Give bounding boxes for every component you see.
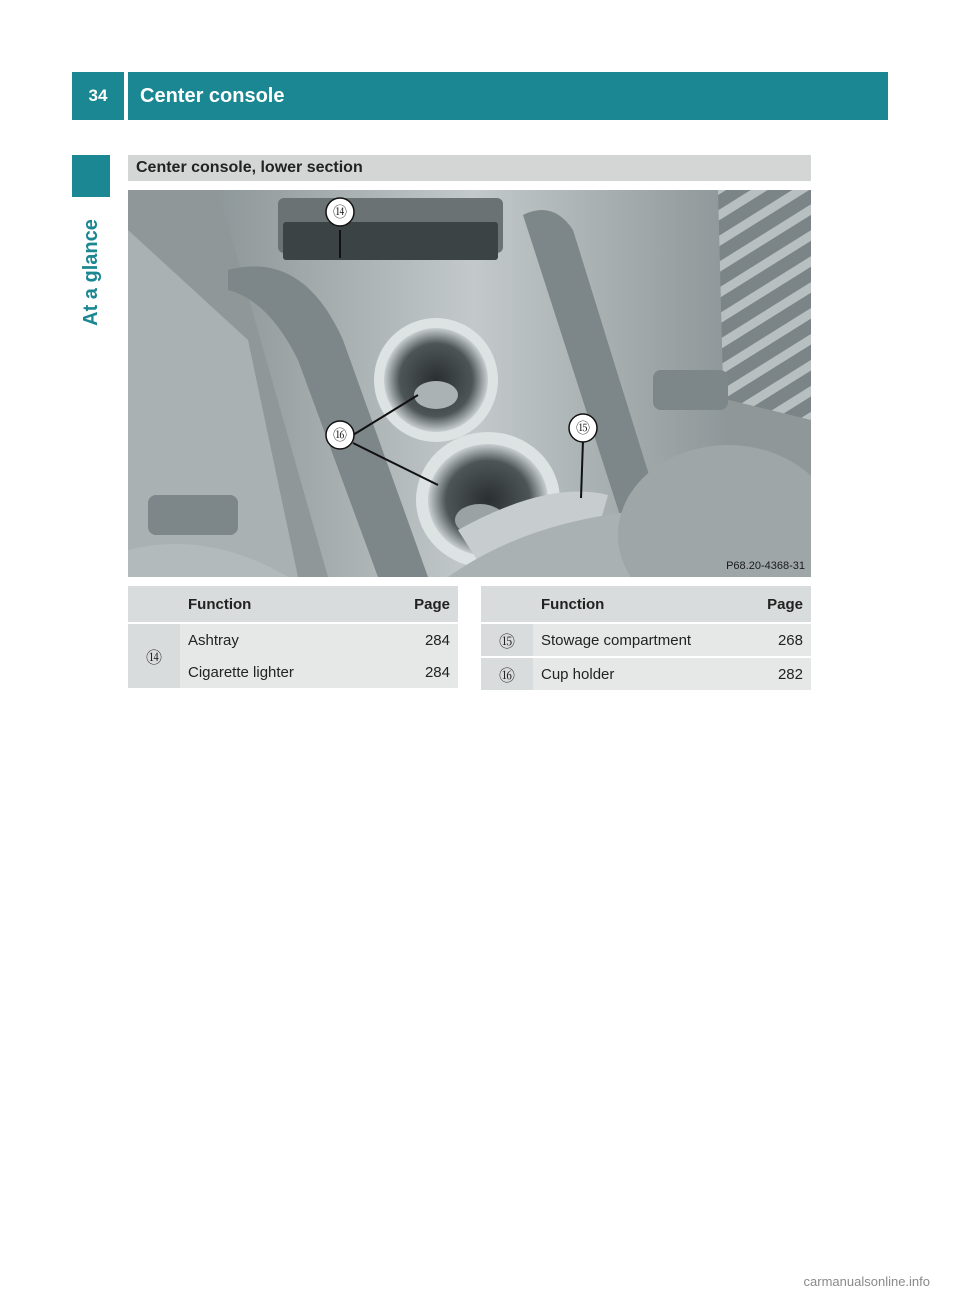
table-row [481, 623, 811, 657]
section-title: Center console, lower section [128, 155, 811, 181]
key-header [481, 586, 533, 623]
footer-watermark: carmanualsonline.info [803, 1274, 930, 1289]
page-ref[interactable]: 282 [749, 657, 811, 690]
console-illustration [128, 190, 811, 577]
function-header: Function [533, 586, 749, 623]
side-tab-marker [72, 155, 110, 197]
page-title: Center console [128, 72, 888, 120]
figure-code: P68.20-4368-31 [726, 560, 805, 572]
side-tab-label: At a glance [79, 219, 102, 326]
function-cell: Stowage compartment [533, 623, 749, 657]
callout-key: ⑮ [481, 623, 533, 657]
callout-key: ⑯ [481, 657, 533, 690]
table-row [128, 623, 458, 656]
table-row [481, 657, 811, 690]
page-header: Page [396, 586, 458, 623]
page-ref[interactable]: 284 [396, 656, 458, 688]
page-ref[interactable]: 284 [396, 623, 458, 656]
page-ref[interactable]: 268 [749, 623, 811, 657]
page-header: Page [749, 586, 811, 623]
callout-14-label: ⑭ [333, 205, 347, 221]
callout-15-label: ⑮ [576, 421, 590, 437]
function-header: Function [180, 586, 396, 623]
page-number: 34 [72, 72, 124, 120]
center-console-figure [128, 190, 811, 577]
callout-16-label: ⑯ [333, 428, 347, 444]
key-header [128, 586, 180, 623]
function-table-left [128, 586, 458, 688]
function-table-right [481, 586, 811, 690]
function-cell: Ashtray [180, 623, 396, 656]
function-cell: Cigarette lighter [180, 656, 396, 688]
function-cell: Cup holder [533, 657, 749, 690]
callout-key: ⑭ [128, 623, 180, 688]
